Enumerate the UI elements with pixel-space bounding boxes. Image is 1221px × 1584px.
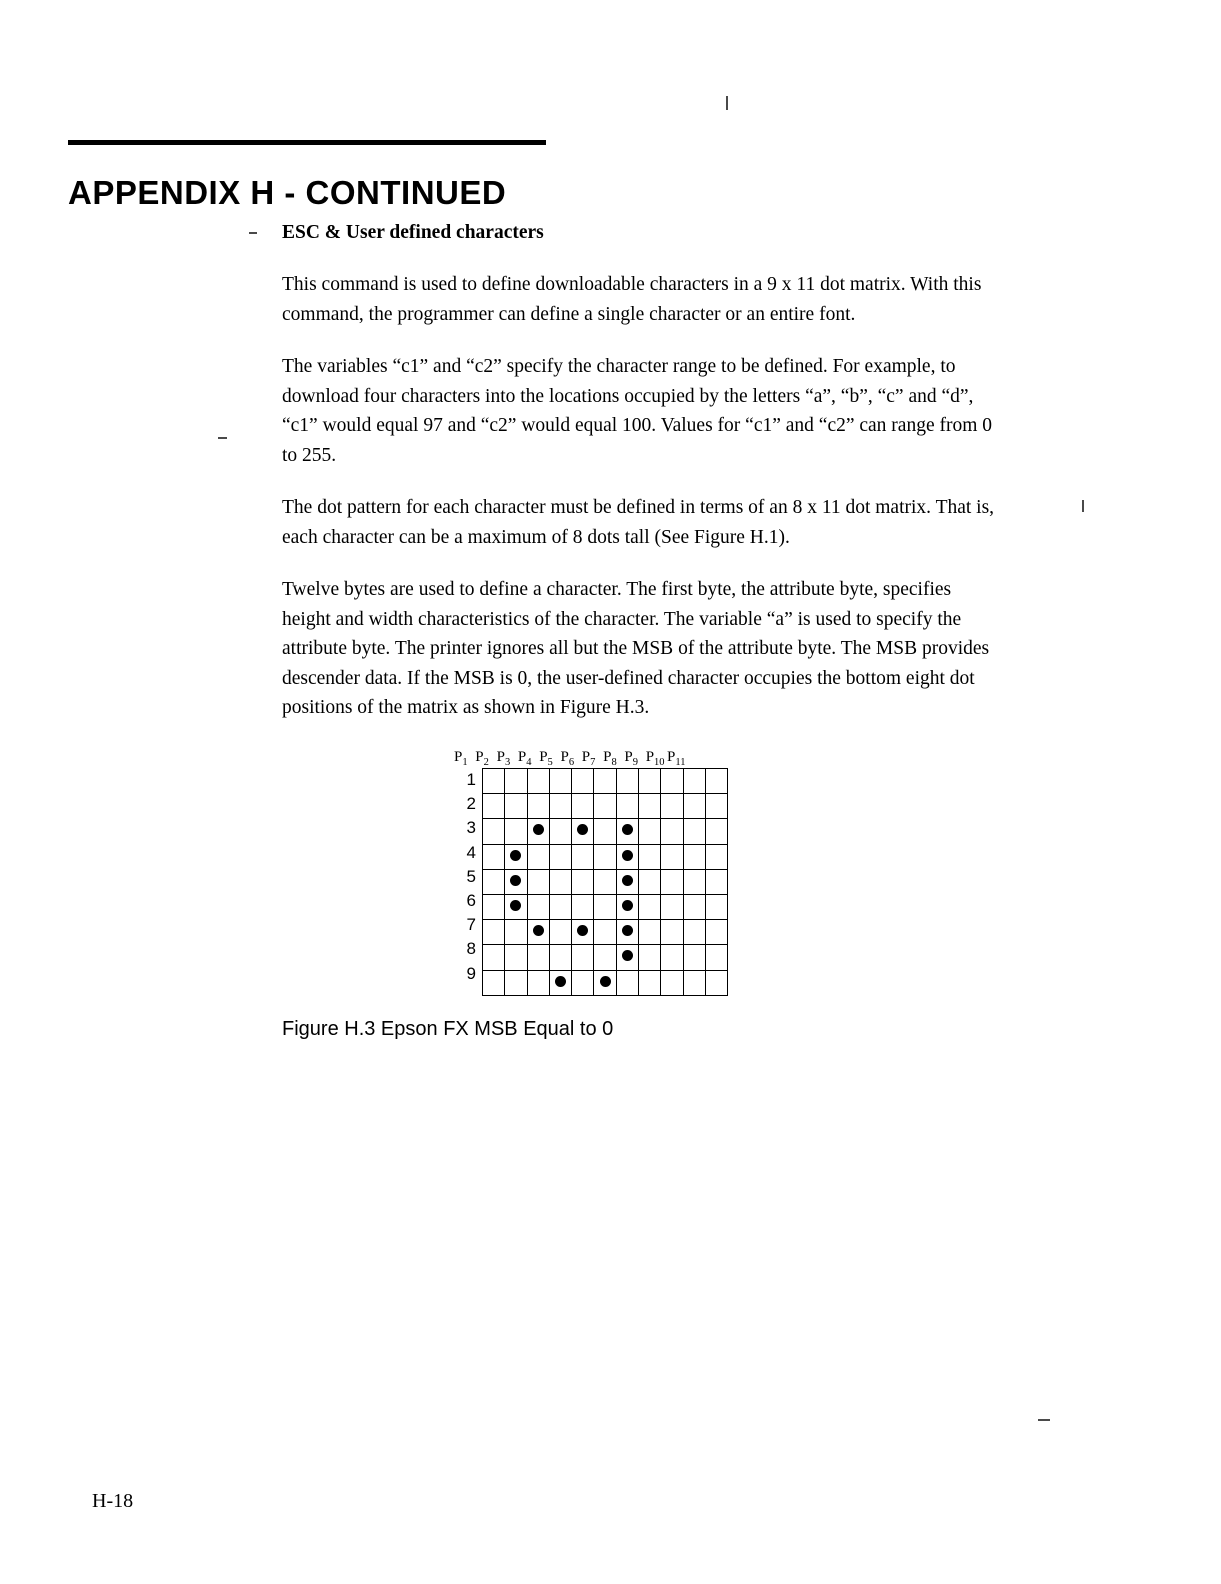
column-label-p11: $P_{11}$	[667, 749, 686, 768]
dot-cell-empty	[683, 894, 705, 919]
dot-cell-empty	[594, 819, 616, 844]
dot-cell-empty	[616, 970, 638, 995]
dot-mark	[510, 850, 521, 861]
paragraph-4: Twelve bytes are used to define a character. The first byte, the attribute byte, specifies height and width characteristics of the character. The variable “a” is used to specify the attribute byte. The printer ignores all but the MSB of the attribute byte. The MSB provides descender data. If the MSB is 0, the user-defined character occupies the bottom eight dot positions of the matrix as shown in Figure H.3.	[282, 579, 990, 718]
section-title: ESC & User defined characters	[282, 222, 544, 243]
dot-cell-filled	[616, 920, 638, 945]
dot-cell-empty	[705, 844, 727, 869]
dot-cell-empty	[527, 894, 549, 919]
dot-cell-empty	[594, 844, 616, 869]
dot-cell-empty	[549, 769, 571, 794]
dot-cell-empty	[639, 869, 661, 894]
dot-cell-empty	[549, 869, 571, 894]
dot-cell-empty	[594, 894, 616, 919]
dot-cell-empty	[527, 869, 549, 894]
dot-cell-empty	[661, 920, 683, 945]
column-label-p2: $P_2$	[475, 749, 489, 768]
dot-cell-empty	[616, 794, 638, 819]
dot-mark	[622, 875, 633, 886]
dot-cell-empty	[683, 769, 705, 794]
dot-cell-empty	[683, 945, 705, 970]
body-column	[282, 222, 998, 746]
dot-cell-filled	[616, 894, 638, 919]
dot-mark	[533, 824, 544, 835]
dot-mark	[622, 950, 633, 961]
column-label-p4: $P_4$	[517, 749, 532, 768]
dot-mark	[510, 900, 521, 911]
dot-matrix-figure	[450, 742, 998, 996]
dot-cell-empty	[661, 970, 683, 995]
dot-cell-empty	[527, 769, 549, 794]
dot-cell-empty	[639, 970, 661, 995]
column-label-p8: $P_8$	[603, 749, 617, 768]
dot-cell-empty	[705, 920, 727, 945]
column-label-p7: $P_7$	[581, 749, 596, 768]
dot-mark	[622, 900, 633, 911]
dot-cell-empty	[549, 920, 571, 945]
column-label-p9: $P_9$	[624, 749, 638, 768]
dot-matrix-row	[483, 869, 728, 894]
dot-cell-empty	[527, 970, 549, 995]
dot-cell-filled	[594, 970, 616, 995]
dot-cell-empty	[639, 945, 661, 970]
dot-cell-empty	[572, 794, 594, 819]
dot-cell-empty	[483, 945, 505, 970]
dot-cell-empty	[527, 945, 549, 970]
dot-cell-empty	[705, 970, 727, 995]
paragraph-2: The variables “c1” and “c2” specify the character range to be defined. For example, to download four characters into the locations occupied by the letters “a”, “b”, “c” and “d”, “c1” would equal 97 and “c2” would equal 100. Values for “c1” and “c2” can range from 0 to 255.	[282, 356, 993, 466]
scan-speck	[726, 96, 728, 110]
dot-cell-empty	[483, 970, 505, 995]
dot-cell-empty	[549, 819, 571, 844]
dot-cell-empty	[705, 794, 727, 819]
row-label-6: 6	[466, 890, 476, 910]
dot-cell-empty	[639, 819, 661, 844]
dot-cell-empty	[505, 819, 527, 844]
dot-cell-empty	[594, 945, 616, 970]
row-label-9: 9	[466, 963, 476, 983]
dot-cell-filled	[505, 894, 527, 919]
dot-mark	[622, 850, 633, 861]
dot-cell-empty	[705, 769, 727, 794]
dot-cell-empty	[705, 945, 727, 970]
dot-cell-empty	[594, 769, 616, 794]
dot-cell-empty	[683, 844, 705, 869]
dot-cell-empty	[505, 970, 527, 995]
dot-cell-empty	[639, 769, 661, 794]
figure-h3	[282, 742, 998, 1041]
dot-cell-empty	[483, 844, 505, 869]
dot-cell-empty	[572, 894, 594, 919]
scan-speck	[1038, 1419, 1050, 1421]
page-number: H-18	[92, 1490, 134, 1512]
dot-cell-empty	[661, 844, 683, 869]
dot-cell-empty	[505, 920, 527, 945]
dot-cell-filled	[549, 970, 571, 995]
dot-cell-empty	[661, 869, 683, 894]
dot-cell-empty	[661, 945, 683, 970]
dot-matrix-row	[483, 794, 728, 819]
dot-cell-empty	[683, 920, 705, 945]
dot-cell-empty	[639, 794, 661, 819]
column-label-p5: $P_5$	[539, 749, 553, 768]
dot-cell-empty	[594, 920, 616, 945]
dot-cell-filled	[616, 844, 638, 869]
paragraph-1: This command is used to define downloadable characters in a 9 x 11 dot matrix. With this command, the programmer can define a single character or an entire font.	[282, 274, 982, 325]
dot-matrix-row	[483, 920, 728, 945]
dot-cell-empty	[483, 794, 505, 819]
dot-cell-empty	[572, 844, 594, 869]
dot-mark	[510, 875, 521, 886]
column-label-p1: $P_1$	[454, 749, 468, 768]
dot-mark	[555, 976, 566, 987]
dot-cell-empty	[572, 970, 594, 995]
dot-mark	[577, 824, 588, 835]
column-label-p6: $P_6$	[560, 749, 575, 768]
dot-cell-filled	[505, 869, 527, 894]
dot-cell-filled	[616, 945, 638, 970]
row-label-2: 2	[466, 794, 476, 814]
row-label-4: 4	[466, 842, 476, 862]
column-label-row	[454, 742, 702, 768]
dot-cell-empty	[616, 769, 638, 794]
row-label-8: 8	[466, 939, 476, 959]
dot-cell-empty	[639, 844, 661, 869]
dot-cell-empty	[549, 894, 571, 919]
row-label-5: 5	[466, 866, 476, 886]
dot-cell-filled	[616, 819, 638, 844]
dot-cell-empty	[705, 894, 727, 919]
dot-cell-empty	[527, 794, 549, 819]
dot-cell-empty	[639, 894, 661, 919]
dot-cell-empty	[661, 769, 683, 794]
dot-mark	[622, 925, 633, 936]
dot-cell-empty	[572, 945, 594, 970]
dot-cell-empty	[594, 794, 616, 819]
dot-cell-empty	[594, 869, 616, 894]
dot-matrix-row	[483, 769, 728, 794]
dot-mark	[622, 824, 633, 835]
dot-cell-empty	[683, 970, 705, 995]
dot-cell-empty	[549, 844, 571, 869]
dot-cell-empty	[527, 844, 549, 869]
dot-cell-empty	[483, 819, 505, 844]
scan-speck	[1082, 500, 1084, 512]
row-label-7: 7	[466, 915, 476, 935]
dot-cell-empty	[572, 769, 594, 794]
dot-matrix-row	[483, 819, 728, 844]
column-label-p3: $P_3$	[496, 749, 511, 768]
dot-cell-empty	[483, 920, 505, 945]
scan-speck	[218, 437, 227, 439]
dot-cell-filled	[527, 819, 549, 844]
dot-cell-empty	[505, 945, 527, 970]
dot-cell-empty	[661, 894, 683, 919]
row-label-3: 3	[466, 818, 476, 838]
dot-cell-empty	[483, 894, 505, 919]
dot-matrix-row	[483, 894, 728, 919]
dot-cell-empty	[505, 769, 527, 794]
paragraph-3: The dot pattern for each character must be defined in terms of an 8 x 11 dot matrix. That is, each character can be a maximum of 8 dots tall (See Figure H.1).	[282, 497, 995, 548]
heading-rule	[68, 140, 546, 145]
dot-mark	[533, 925, 544, 936]
dot-cell-filled	[505, 844, 527, 869]
dot-matrix-grid	[482, 768, 728, 996]
column-label-p10: $P_{10}$	[645, 749, 665, 768]
dot-cell-empty	[549, 794, 571, 819]
dot-cell-empty	[661, 794, 683, 819]
dot-cell-filled	[572, 920, 594, 945]
dot-cell-empty	[549, 945, 571, 970]
dot-cell-filled	[616, 869, 638, 894]
figure-caption: Figure H.3 Epson FX MSB Equal to 0	[282, 1017, 614, 1040]
dot-matrix-row	[483, 844, 728, 869]
dot-cell-empty	[705, 869, 727, 894]
dot-cell-filled	[527, 920, 549, 945]
dot-cell-empty	[483, 869, 505, 894]
dot-matrix-row	[483, 945, 728, 970]
dot-cell-empty	[572, 869, 594, 894]
dot-cell-filled	[572, 819, 594, 844]
dot-cell-empty	[705, 819, 727, 844]
dot-cell-empty	[505, 794, 527, 819]
dot-cell-empty	[683, 819, 705, 844]
dot-cell-empty	[661, 819, 683, 844]
row-label-column	[450, 768, 476, 986]
dot-cell-empty	[483, 769, 505, 794]
dot-cell-empty	[683, 869, 705, 894]
scan-speck	[249, 232, 257, 234]
dot-cell-empty	[683, 794, 705, 819]
row-label-1: 1	[466, 770, 476, 789]
dot-mark	[577, 925, 588, 936]
dot-cell-empty	[639, 920, 661, 945]
dot-matrix-row	[483, 970, 728, 995]
page-title: APPENDIX H - CONTINUED	[68, 174, 507, 212]
dot-mark	[600, 976, 611, 987]
